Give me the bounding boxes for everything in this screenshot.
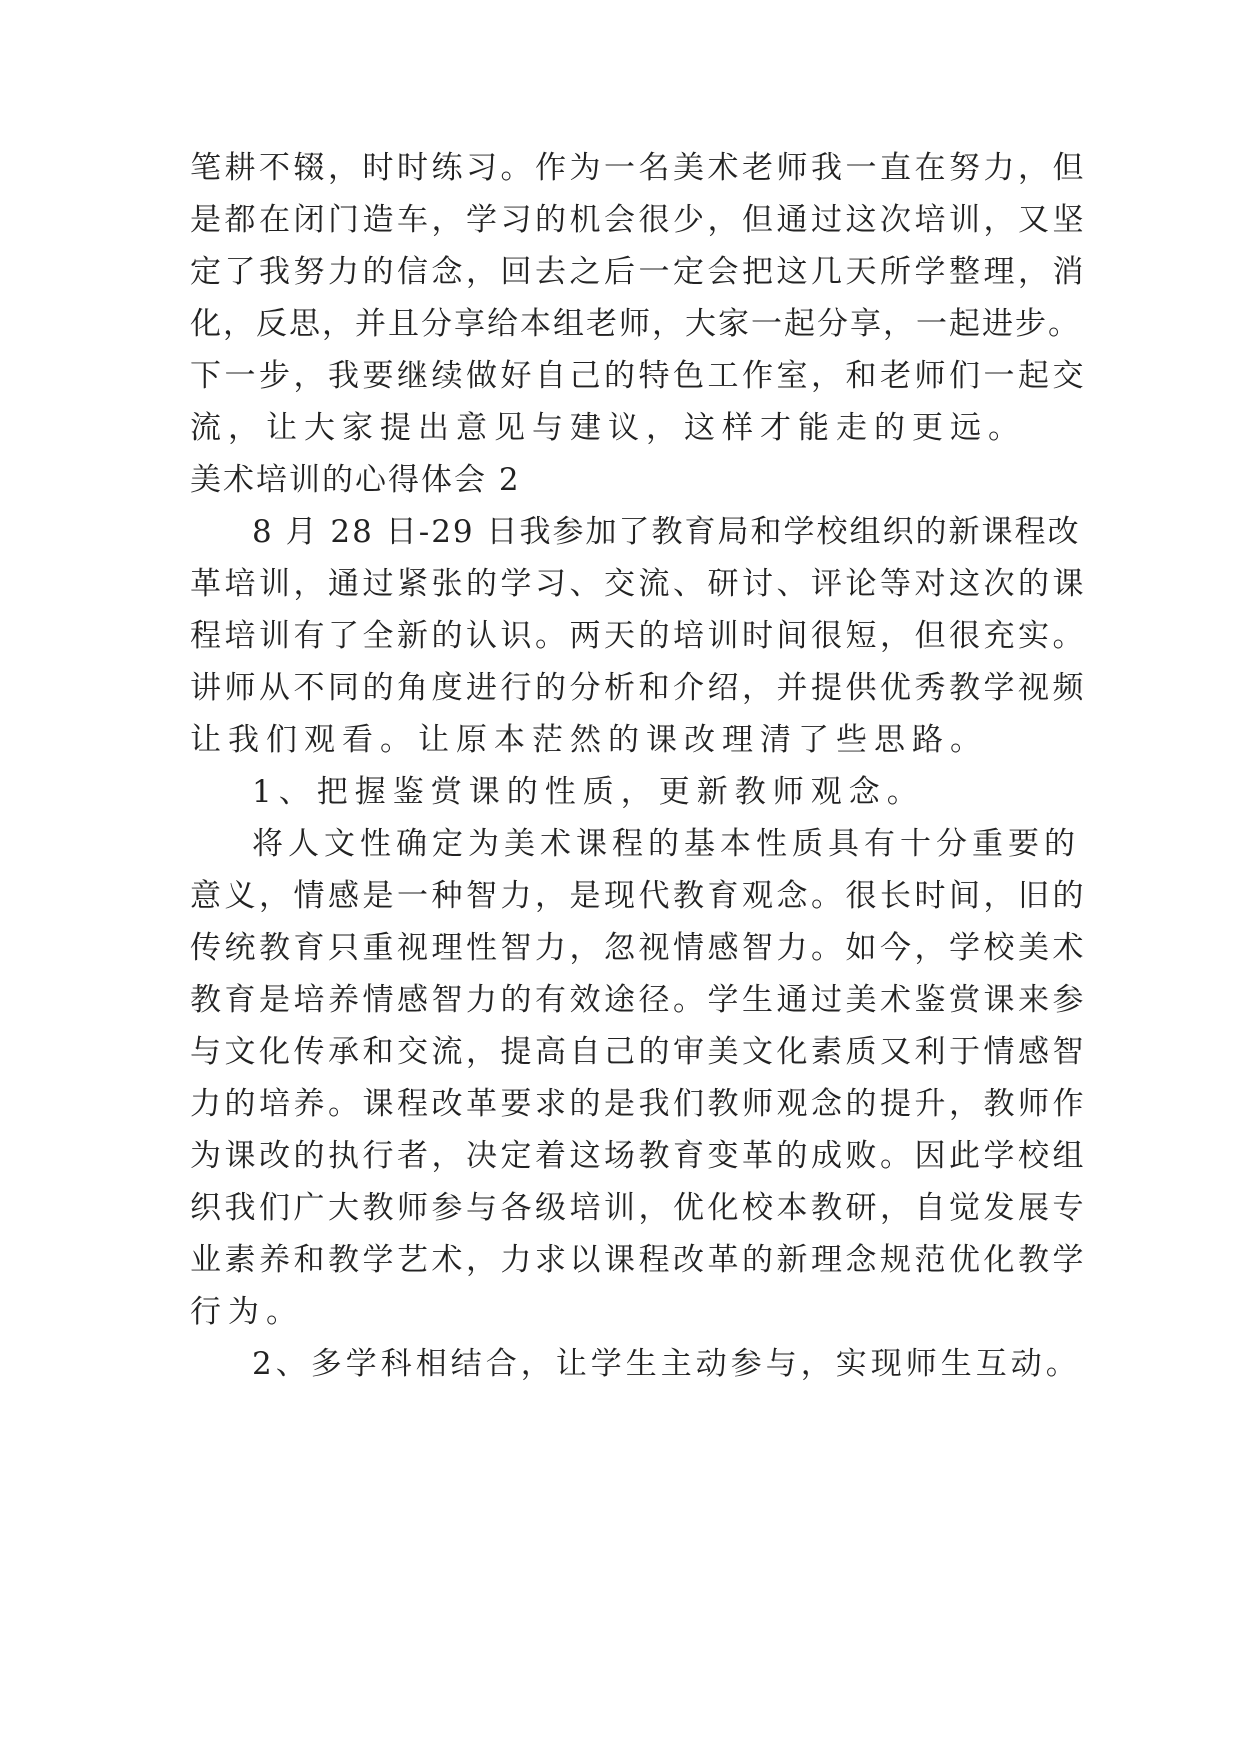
text-line-6: 流，让大家提出意见与建议，这样才能走的更远。: [190, 410, 1026, 446]
list-item-1: 1、把握鉴赏课的性质，更新教师观念。: [252, 774, 925, 810]
text-line-15: 意义，情感是一种智力，是现代教育观念。很长时间，旧的: [190, 878, 1087, 914]
text-line-9: 革培训，通过紧张的学习、交流、研讨、评论等对这次的课: [190, 566, 1087, 602]
list-item-2: 2、多学科相结合，让学生主动参与，实现师生互动。: [252, 1346, 1081, 1382]
text-line-1: 笔耕不辍，时时练习。作为一名美术老师我一直在努力，但: [190, 150, 1087, 186]
text-line-14: 将人文性确定为美术课程的基本性质具有十分重要的: [252, 826, 1080, 862]
text-line-4: 化，反思，并且分享给本组老师，大家一起分享，一起进步。: [190, 306, 1081, 342]
text-line-5: 下一步，我要继续做好自己的特色工作室，和老师们一起交: [190, 358, 1087, 394]
text-line-20: 为课改的执行者，决定着这场教育变革的成败。因此学校组: [190, 1138, 1087, 1174]
section-heading: 美术培训的心得体会 2: [190, 462, 521, 498]
text-line-21: 织我们广大教师参与各级培训，优化校本教研，自觉发展专: [190, 1190, 1087, 1226]
text-line-17: 教育是培养情感智力的有效途径。学生通过美术鉴赏课来参: [190, 982, 1087, 1018]
text-line-3: 定了我努力的信念，回去之后一定会把这几天所学整理，消: [190, 254, 1087, 290]
text-line-10: 程培训有了全新的认识。两天的培训时间很短，但很充实。: [190, 618, 1087, 654]
text-line-11: 讲师从不同的角度进行的分析和介绍，并提供优秀教学视频: [190, 670, 1087, 706]
text-line-19: 力的培养。课程改革要求的是我们教师观念的提升，教师作: [190, 1086, 1087, 1122]
text-line-23: 行为。: [190, 1294, 304, 1330]
text-line-2: 是都在闭门造车，学习的机会很少，但通过这次培训，又坚: [190, 202, 1087, 238]
text-line-22: 业素养和教学艺术，力求以课程改革的新理念规范优化教学: [190, 1242, 1087, 1278]
text-line-18: 与文化传承和交流，提高自己的审美文化素质又利于情感智: [190, 1034, 1087, 1070]
text-line-16: 传统教育只重视理性智力，忽视情感智力。如今，学校美术: [190, 930, 1087, 966]
text-line-12: 让我们观看。让原本茫然的课改理清了些思路。: [190, 722, 988, 758]
text-line-8: 8 月 28 日-29 日我参加了教育局和学校组织的新课程改: [252, 514, 1081, 550]
